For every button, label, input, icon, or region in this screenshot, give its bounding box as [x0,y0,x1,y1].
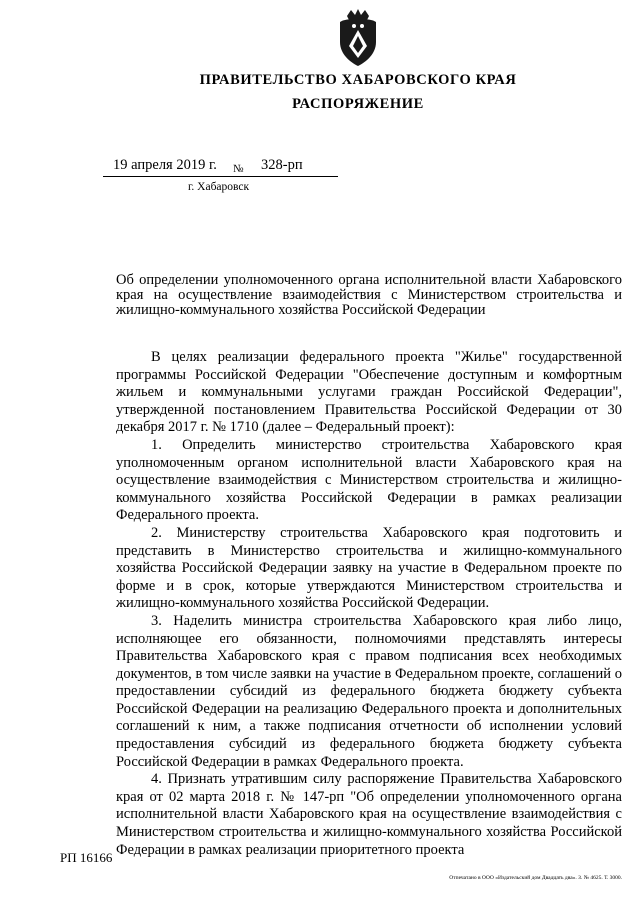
clause-3-paragraph: 3. Наделить министра строительства Хабаровского края либо лицо, исполняющее его обязанности, полномочиями представлять интересы Правительства Хабаровского края с правом подписания всех необходимых документов, в том числе заявки на участие в Федеральном проекте, соглашений о предоставлении субсидий из федерального бюджета бюджету субъекта Российской Федерации на реализацию Федерального проекта и дополнительных соглашений к ним, а также подписания отчетности об исполнении условий предоставления субсидий из федерального бюджета бюджету субъекта Российской Федерации в рамках Федерального проекта. [116,612,622,770]
form-code: РП 16166 [60,850,113,865]
printer-imprint: Отпечатано в ООО «Издательский дом Двадцать два». З. № 4625. Т. 3000. [449,875,622,881]
document-number: 328-рп [261,157,303,173]
document-date: 19 апреля 2019 г. [113,157,217,173]
organization-title: ПРАВИТЕЛЬСТВО ХАБАРОВСКОГО КРАЯ [199,72,517,88]
number-sign: № [233,163,244,175]
preamble-paragraph: В целях реализации федерального проекта "Жилье" государственной программы Российской Федерации "Обеспечение доступным и комфортным жильем и коммунальными услугами граждан Российской Федерации", утвержденной постановлением Правительства Российской Федерации от 30 декабря 2017 г. № 1710 (далее – Федеральный проект): [116,349,622,436]
document-type-heading: РАСПОРЯЖЕНИЕ [292,96,424,112]
clause-2-paragraph: 2. Министерству строительства Хабаровского края подготовить и представить в Министерство строительства и жилищно-коммунального хозяйства Российской Федерации заявку на участие в Федеральном проекте по форме и в срок, которые утверждаются Министерством строительства и жилищно-коммунального хозяйства Российской Федерации. [116,524,622,612]
clause-1-paragraph: 1. Определить министерство строительства Хабаровского края уполномоченным органом исполнительной власти Хабаровского края на осуществление взаимодействия с Министерством строительства и жилищно-коммунального хозяйства Российской Федерации в рамках реализации Федерального проекта. [116,436,622,524]
clause-4-paragraph: 4. Признать утратившим силу распоряжение Правительства Хабаровского края от 02 марта 2018 г. № 147-рп "Об определении уполномоченного органа исполнительной власти Хабаровского края на осуществление взаимодействия с Министерством строительства и жилищно-коммунального хозяйства Российской Федерации в рамках реализации приоритетного проекта [116,771,622,858]
document-city: г. Хабаровск [188,181,250,193]
coat-of-arms-emblem [334,8,382,68]
document-body [116,349,622,859]
document-subject: Об определении уполномоченного органа исполнительной власти Хабаровского края на осуществление взаимодействия с Министерством строительства и жилищно-коммунального хозяйства Российской Федерации [116,272,622,318]
date-underline [103,176,338,177]
